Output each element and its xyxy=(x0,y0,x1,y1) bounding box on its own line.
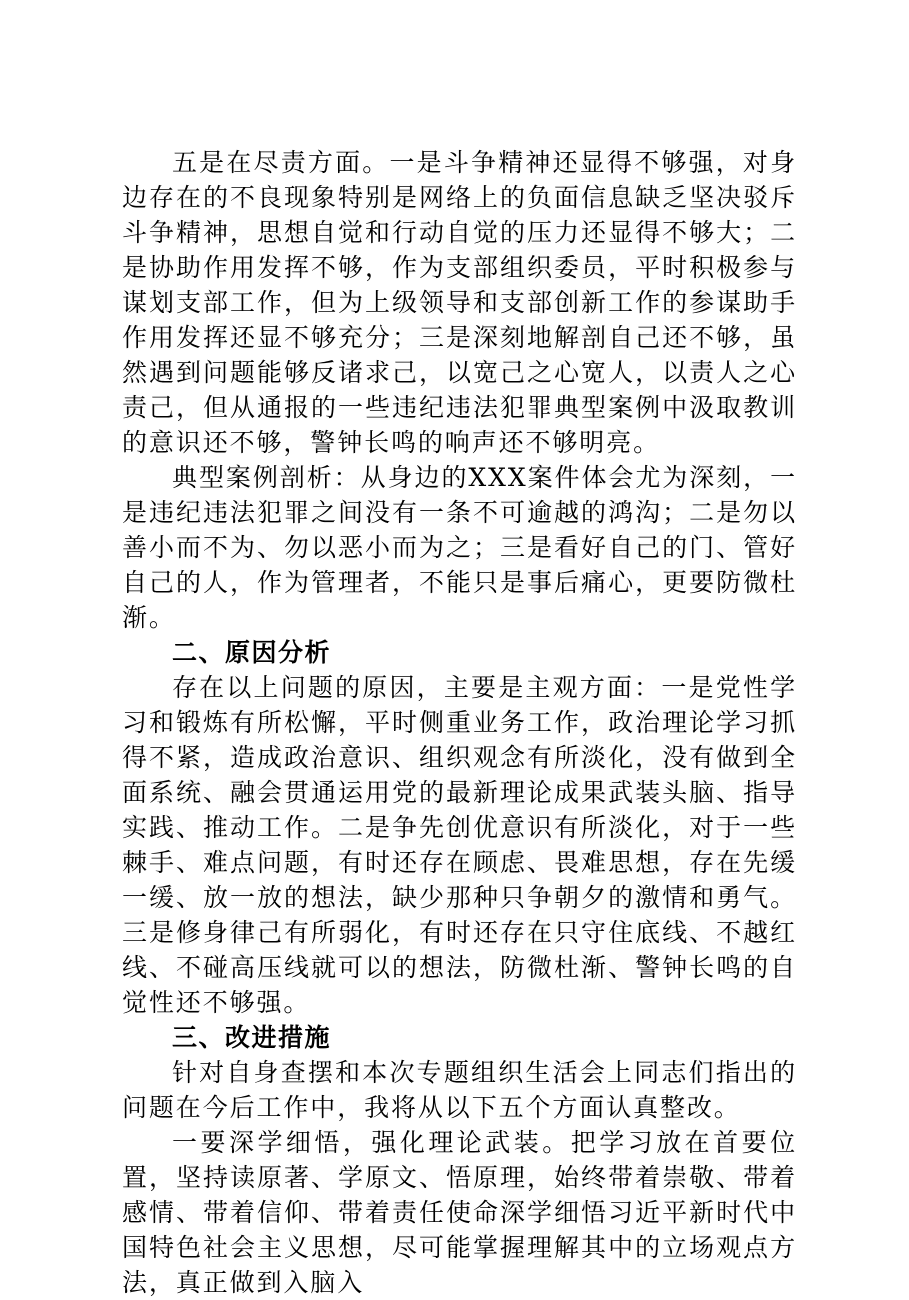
document-body xyxy=(122,145,797,1300)
paragraph-measure-one: 一要深学细悟，强化理论武装。把学习放在首要位置，坚持读原著、学原文、悟原理，始终带着崇敬、带着感情、带着信仰、带着责任使命深学细悟习近平新时代中国特色社会主义思想，尽可能掌握理解其中的立场观点方法，真正做到入脑入 xyxy=(122,1128,797,1297)
paragraph-measures-intro: 针对自身查摆和本次专题组织生活会上同志们指出的问题在今后工作中，我将从以下五个方面认真整改。 xyxy=(122,1058,797,1122)
paragraph-causes: 存在以上问题的原因，主要是主观方面：一是党性学习和锻炼有所松懈，平时侧重业务工作，政治理论学习抓得不紧，造成政治意识、组织观念有所淡化，没有做到全面系统、融会贯通运用党的最新理论成果武装头脑、指导实践、推动工作。二是争先创优意识有所淡化，对于一些棘手、难点问题，有时还存在顾虑、畏难思想，存在先缓一缓、放一放的想法，缺少那种只争朝夕的激情和勇气。三是修身律己有所弱化，有时还存在只守住底线、不越红线、不碰高压线就可以的想法，防微杜渐、警钟长鸣的自觉性还不够强。 xyxy=(122,673,797,1017)
paragraph-responsibility: 五是在尽责方面。一是斗争精神还显得不够强，对身边存在的不良现象特别是网络上的负面信息缺乏坚决驳斥斗争精神，思想自觉和行动自觉的压力还显得不够大；二是协助作用发挥不够，作为支部组织委员，平时积极参与谋划支部工作，但为上级领导和支部创新工作的参谋助手作用发挥还显不够充分；三是深刻地解剖自己还不够，虽然遇到问题能够反诸求己，以宽己之心宽人，以责人之心责己，但从通报的一些违纪违法犯罪典型案例中汲取教训的意识还不够，警钟长鸣的响声还不够明亮。 xyxy=(122,148,797,457)
paragraph-case-analysis: 典型案例剖析：从身边的XXX案件体会尤为深刻，一是违纪违法犯罪之间没有一条不可逾越的鸿沟；二是勿以善小而不为、勿以恶小而为之；三是看好自己的门、管好自己的人，作为管理者，不能只是事后痛心，更要防微杜渐。 xyxy=(122,463,797,632)
heading-improvement-measures: 三、改进措施 xyxy=(172,1023,332,1052)
heading-cause-analysis: 二、原因分析 xyxy=(172,638,332,667)
